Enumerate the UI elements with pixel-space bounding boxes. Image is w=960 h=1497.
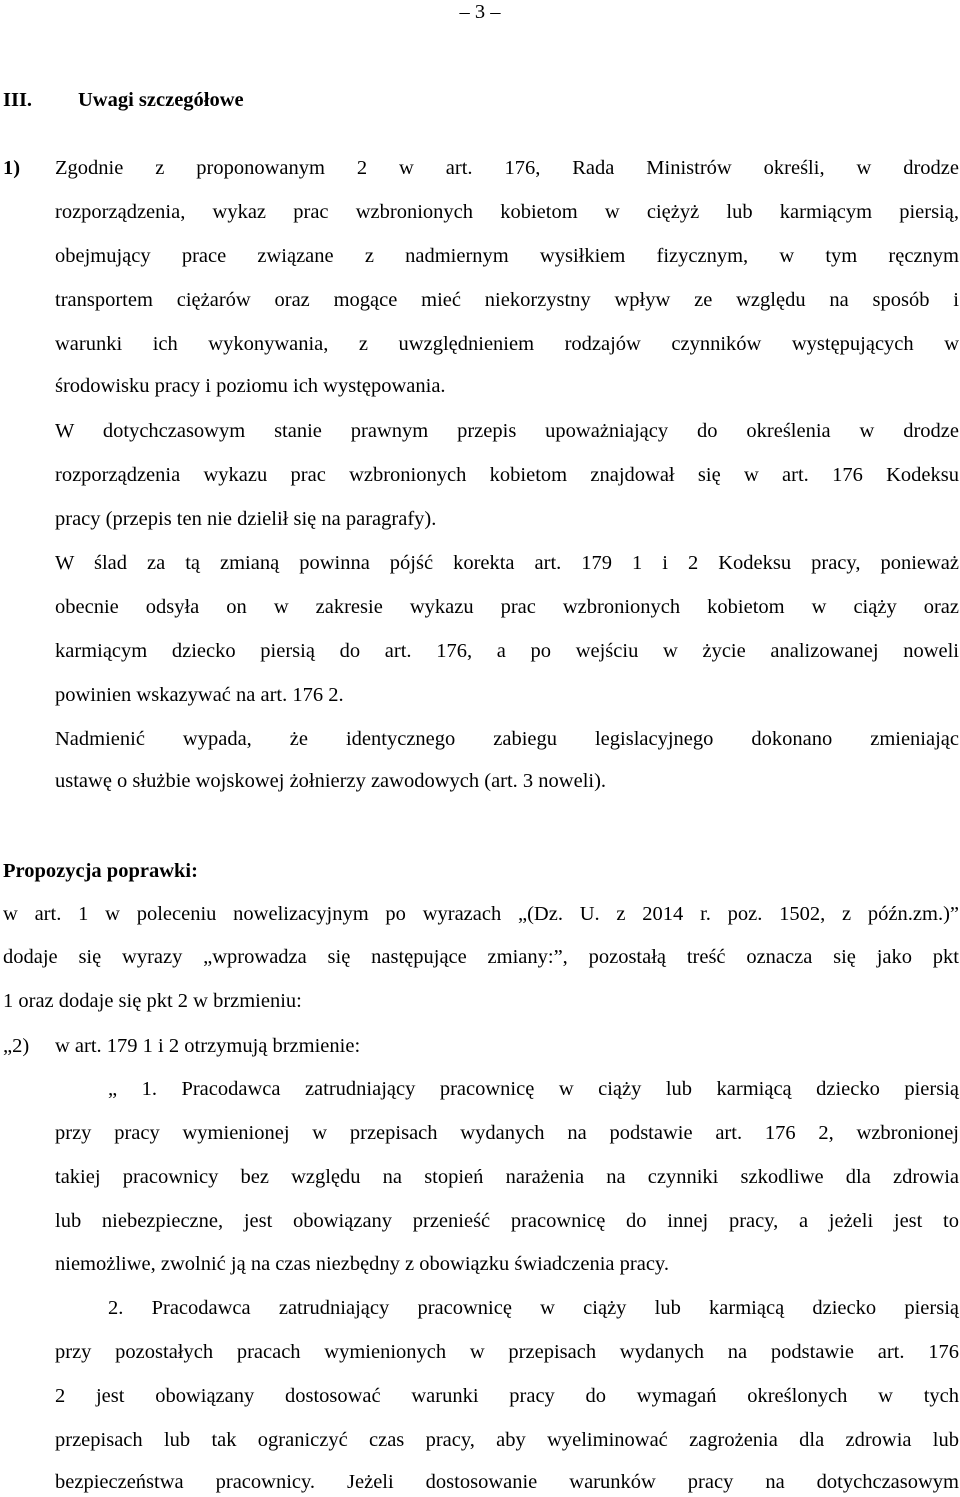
point-2-marker: „2): [3, 1035, 30, 1057]
item-1-line: ustawę o służbie wojskowej żołnierzy zawodowych (art. 3 noweli).: [55, 770, 607, 792]
item-1-line: W dotychczasowym stanie prawnym przepis upoważniający do określenia w drodze: [55, 420, 959, 442]
section-numeral: III.: [3, 89, 33, 111]
item-1-line: transportem ciężarów oraz mogące mieć niekorzystny wpływ ze względu na sposób i: [55, 289, 959, 311]
section-title: Uwagi szczegółowe: [78, 89, 244, 111]
item-1-line: powinien wskazywać na art. 176 2.: [55, 684, 344, 706]
paragraph-2-line: bezpieczeństwa pracownicy. Jeżeli dostosowanie warunków pracy na dotychczasowym: [55, 1471, 959, 1493]
item-1-line: pracy (przepis ten nie dzielił się na paragrafy).: [55, 508, 437, 530]
paragraph-1-line: „ 1. Pracodawca zatrudniający pracownicę w ciąży lub karmiącą dziecko piersią: [108, 1078, 959, 1100]
item-1-line: obejmujący prace związane z nadmiernym wysiłkiem fizycznym, w tym ręcznym: [55, 245, 959, 267]
proposal-heading: Propozycja poprawki:: [3, 860, 198, 882]
item-1-line: Nadmienić wypada, że identycznego zabiegu legislacyjnego dokonano zmieniając: [55, 728, 959, 750]
proposal-line: w art. 1 w poleceniu nowelizacyjnym po wyrazach „(Dz. U. z 2014 r. poz. 1502, z późn.zm.)”: [3, 903, 959, 925]
paragraph-2-line: 2 jest obowiązany dostosować warunki pracy do wymagań określonych w tych: [55, 1385, 959, 1407]
paragraph-1-line: niemożliwe, zwolnić ją na czas niezbędny z obowiązku świadczenia pracy.: [55, 1253, 669, 1275]
item-1-line: środowisku pracy i poziomu ich występowania.: [55, 375, 446, 397]
item-1-marker: 1): [3, 157, 21, 179]
paragraph-2-line: przepisach lub tak ograniczyć czas pracy, aby wyeliminować zagrożenia dla zdrowia lub: [55, 1429, 959, 1451]
item-1-line: rozporządzenia, wykaz prac wzbronionych kobietom w ciężyż lub karmiącym piersią,: [55, 201, 959, 223]
item-1-line: obecnie odsyła on w zakresie wykazu prac wzbronionych kobietom w ciąży oraz: [55, 596, 959, 618]
point-2-text: w art. 179 1 i 2 otrzymują brzmienie:: [55, 1035, 361, 1057]
item-1-line: warunki ich wykonywania, z uwzględnieniem rodzajów czynników występujących w: [55, 333, 959, 355]
paragraph-1-line: lub niebezpieczne, jest obowiązany przenieść pracownicę do innej pracy, a jeżeli jest to: [55, 1210, 959, 1232]
paragraph-1-line: przy pracy wymienionej w przepisach wydanych na podstawie art. 176 2, wzbronionej: [55, 1122, 959, 1144]
proposal-line: 1 oraz dodaje się pkt 2 w brzmieniu:: [3, 990, 302, 1012]
paragraph-1-line: takiej pracownicy bez względu na stopień narażenia na czynniki szkodliwe dla zdrowia: [55, 1166, 959, 1188]
page-number: – 3 –: [459, 1, 501, 23]
item-1-line: W ślad za tą zmianą powinna pójść korekta art. 179 1 i 2 Kodeksu pracy, ponieważ: [55, 552, 959, 574]
item-1-line: rozporządzenia wykazu prac wzbronionych kobietom znajdował się w art. 176 Kodeksu: [55, 464, 959, 486]
paragraph-2-line: 2. Pracodawca zatrudniający pracownicę w ciąży lub karmiącą dziecko piersią: [108, 1297, 959, 1319]
paragraph-2-line: przy pozostałych pracach wymienionych w przepisach wydanych na podstawie art. 176: [55, 1341, 959, 1363]
proposal-line: dodaje się wyrazy „wprowadza się następujące zmiany:”, pozostałą treść oznacza się jako pkt: [3, 946, 959, 968]
item-1-line: Zgodnie z proponowanym 2 w art. 176, Rada Ministrów określi, w drodze: [55, 157, 959, 179]
item-1-line: karmiącym dziecko piersią do art. 176, a po wejściu w życie analizowanej noweli: [55, 640, 959, 662]
